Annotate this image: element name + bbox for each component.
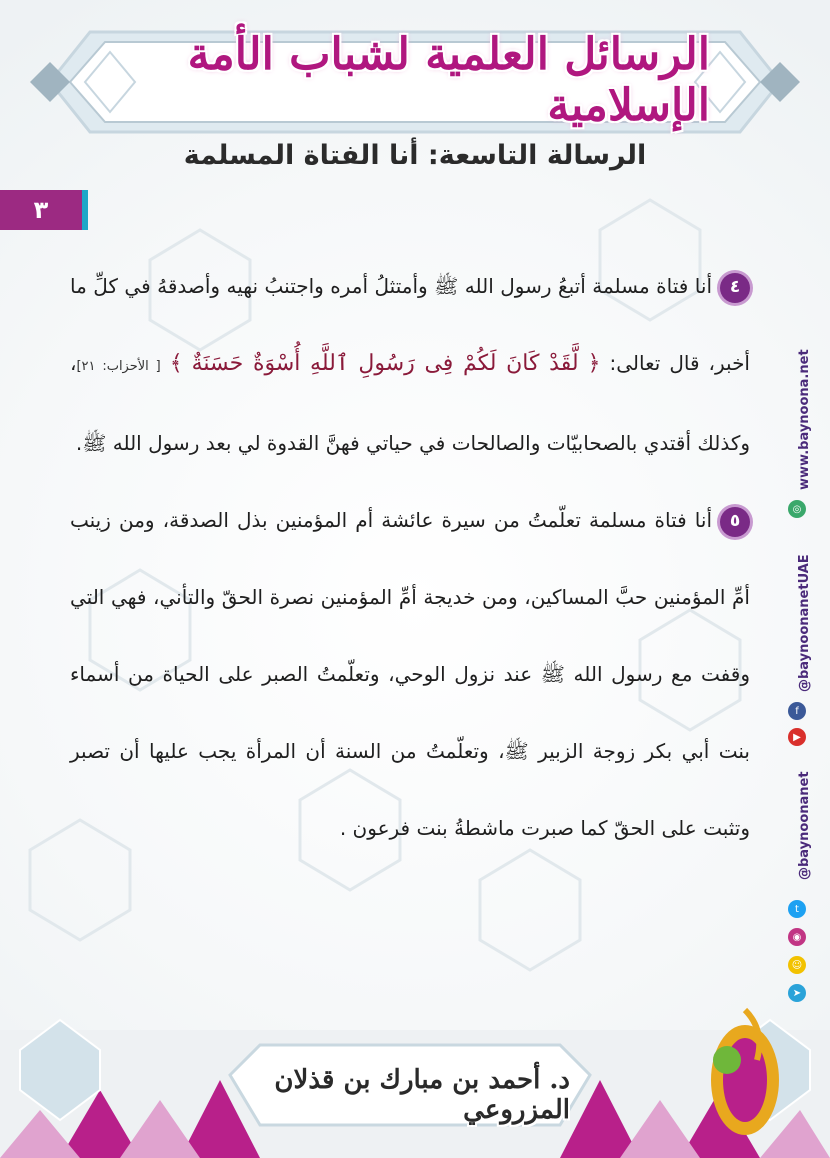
- website-link[interactable]: www.baynoona.net: [797, 349, 812, 490]
- body-text: [70, 248, 750, 867]
- globe-icon: ◎: [788, 500, 806, 518]
- paragraph-4: [70, 248, 750, 482]
- quran-verse: لَّقَدْ كَانَ لَكُمْ فِى رَسُولِ ٱللَّهِ أُسْوَةٌ حَسَنَةٌ: [191, 351, 579, 376]
- paragraph-5: [70, 482, 750, 867]
- facebook-handle[interactable]: @baynoonanetUAE: [797, 554, 812, 692]
- facebook-icon: f: [788, 702, 806, 720]
- instagram-handle[interactable]: @baynoonanet: [797, 771, 812, 880]
- instagram-icon: ◉: [788, 928, 806, 946]
- paragraph-number-badge: ٤: [720, 273, 750, 303]
- series-title: الرسائل العلمية لشباب الأمة الإسلامية: [187, 29, 710, 131]
- verse-bracket-open: ﴿: [587, 351, 601, 376]
- social-sidebar: [780, 320, 814, 1020]
- paragraph-text: أنا فتاة مسلمة تعلّمتُ من سيرة عائشة أم المؤمنين بذل الصدقة، ومن زينب أمِّ المؤمنين حبَّ المساكين، ومن خديجة أمِّ المؤمنين نصرة الحقّ والتأني، فهي التي وقفت مع رسول الله ﷺ عند نزول الوحي، وتعلّمتُ الصبر على الحياة من أسماء بنت أبي بكر زوجة الزبير ﷺ، وتعلّمتُ من السنة أن المرأة يجب عليها أن تصبر وتثبت على الحقّ كما صبرت ماشطةُ بنت فرعون .: [70, 508, 750, 840]
- snapchat-icon: ☺: [788, 956, 806, 974]
- verse-bracket-close: ﴾: [169, 351, 183, 376]
- telegram-icon: ➤: [788, 984, 806, 1002]
- author-name: د. أحمد بن مبارك بن قذلان المزروعي: [274, 1065, 570, 1125]
- paragraph-number-badge: ٥: [720, 507, 750, 537]
- page-number-tab: [0, 190, 82, 230]
- twitter-icon: t: [788, 900, 806, 918]
- paragraph-text-after-verse: ، وكذلك أقتدي بالصحابيّات والصالحات في حياتي فهنَّ القدوة لي بعد رسول الله ﷺ.: [70, 351, 750, 455]
- logo: [705, 990, 785, 1140]
- letter-title: الرسالة التاسعة: أنا الفتاة المسلمة: [183, 140, 647, 171]
- youtube-icon: ▶: [788, 728, 806, 746]
- paragraph-text-before-verse: أنا فتاة مسلمة أتبعُ رسول الله ﷺ وأمتثلُ أمره واجتنبُ نهيه وأصدقهُ في كلِّ ما أخبر، قال تعالى:: [70, 274, 750, 375]
- verse-reference: [ الأحزاب: ٢١]: [76, 359, 161, 374]
- page-number: ٣: [33, 196, 49, 224]
